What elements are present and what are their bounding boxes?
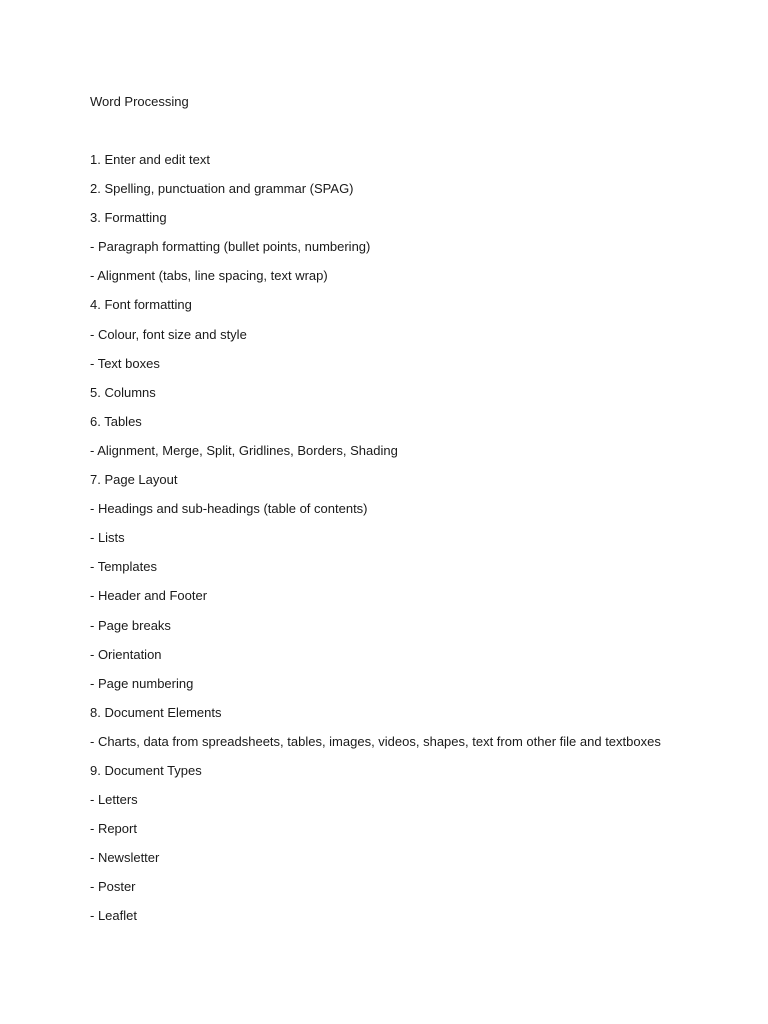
text-line: 6. Tables [90,413,142,429]
text-line: - Alignment (tabs, line spacing, text wrap) [90,268,328,284]
text-line: 1. Enter and edit text [90,152,210,167]
text-line: - Leaflet [90,908,137,924]
text-line: - Charts, data from spreadsheets, tables, images, videos, shapes, text from other file and textboxes [90,733,661,749]
text-line: - Alignment, Merge, Split, Gridlines, Borders, Shading [90,442,398,458]
text-line: - Poster [90,879,136,895]
text-line: 2. Spelling, punctuation and grammar (SPAG) [90,181,354,197]
text-line: 8. Document Elements [90,704,222,720]
text-line: - Header and Footer [90,588,208,604]
text-line: - Orientation [90,646,162,662]
document-title: Word Processing [90,94,189,109]
text-line: - Page breaks [90,617,171,633]
text-line: 3. Formatting [90,210,167,226]
document-body [90,151,661,937]
text-line: 9. Document Types [90,762,202,778]
text-line: - Report [90,821,137,837]
text-line: 4. Font formatting [90,297,192,313]
text-line: - Text boxes [90,355,160,371]
text-line: 5. Columns [90,384,156,400]
text-line: - Colour, font size and style [90,326,247,342]
text-line: - Paragraph formatting (bullet points, numbering) [90,239,371,255]
text-line: - Headings and sub-headings (table of contents) [90,501,368,517]
text-line: - Letters [90,792,138,808]
text-line: - Page numbering [90,675,194,691]
text-line: - Templates [90,559,157,575]
text-line: 7. Page Layout [90,472,178,488]
text-line: - Newsletter [90,850,160,866]
text-line: - Lists [90,530,125,546]
